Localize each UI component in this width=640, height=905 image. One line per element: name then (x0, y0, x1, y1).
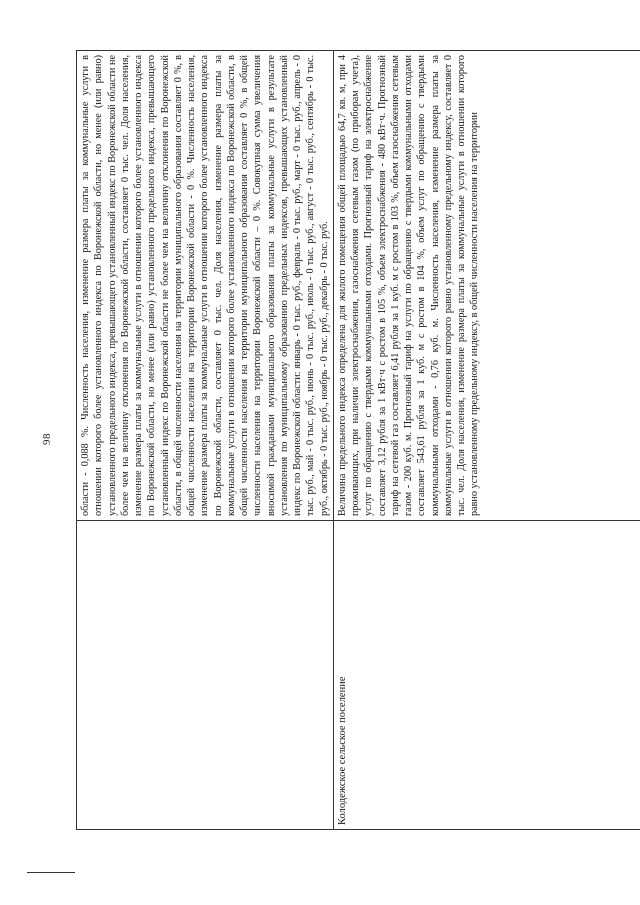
page-number: 98 (41, 433, 53, 445)
description-cell (333, 51, 640, 521)
table-row (77, 51, 334, 830)
settlement-name: Колодежское сельское поселение (336, 676, 348, 825)
description-text: области - 0,088 %. Численность населения, изменение размера платы за коммунальные услуги в отношении которого более установленного индекса по Воронежской области, но менее (или равно) установленного предельного индекса, превышающего установленный индекс по Воронежской области не более чем на величину отклонения по Воронежской области, составляет 0 тыс. чел. Доля населения, изменение размера платы за коммунальные услуги в отношении которого более установленного индекса по Воронежской области, но менее (или равно) установленного предельного индекса, превышающего установленный индекс по Воронежской области не более чем на величину отклонения по Воронежской области, в общей численности населения на территории муниципального образования составляет 0 %, в общей численности населения на территории Воронежской области - 0 %. Численность населения, изменение размера платы за коммунальные услуги в отношении которого более установленного индекса по Воронежской области, составляет 0 тыс. чел. Доля населения, изменение размера платы за коммунальные услуги в отношении которого более установленного индекса по Воронежской области, в общей численности населения на территории муниципального образования составляет 0 %, в общей численности населения на территории Воронежской области – 0 %. Совокупная сумма увеличения вносимой гражданами муниципального образования платы за коммунальные услуги в результате установления по муниципальному образованию предельных индексов, превышающих установленный индекс по Воронежской области: январь - 0 тыс. руб., февраль - 0 тыс. руб., март - 0 тыс. руб., апрель - 0 тыс. руб., май - 0 тыс. руб., июнь - 0 тыс. руб., июль - 0 тыс. руб., август - 0 тыс. руб., сентябрь - 0 тыс. руб., октябрь - 0 тыс. руб., ноябрь - 0 тыс. руб., декабрь - 0 тыс. руб. (80, 55, 330, 516)
description-cell (77, 51, 334, 521)
rotated-table-container (76, 50, 616, 830)
data-table (76, 50, 640, 830)
settlement-cell (333, 521, 640, 830)
description-text: Величина предельного индекса определена для жилого помещения общей площадью 64,7 кв. м, при 4 проживающих, при наличии электроснабжения, газоснабжения сетевым газом (по приборам учета), услуг по обращению с твердыми коммунальными отходами. Прогнозный тариф на электроснабжение составляет 3,12 рубля за 1 кВт·ч с ростом в 105 %, объем электроснабжения - 480 кВт·ч. Прогнозный тариф на сетевой газ составляет 6,41 рубля за 1 куб. м с ростом в 103 %, объем газоснабжения сетевым газом - 200 куб. м. Прогнозный тариф на услуги по обращению с твердыми коммунальными отходами составляет 543,61 рубля за 1 куб. м с ростом в 104 %, объем услуг по обращению с твердыми коммунальными отходами - 0,76 куб. м. Численность населения, изменение размера платы за коммунальные услуги в отношении которого равно установленному предельному индексу, составляет 0 тыс. чел. Доля населения, изменение размера платы за коммунальные услуги в отношении которого равно установленному предельному индексу, в общей численности населения на территории (336, 55, 481, 516)
settlement-cell (77, 521, 334, 830)
underline-mark (27, 872, 75, 873)
table-row (333, 51, 640, 830)
